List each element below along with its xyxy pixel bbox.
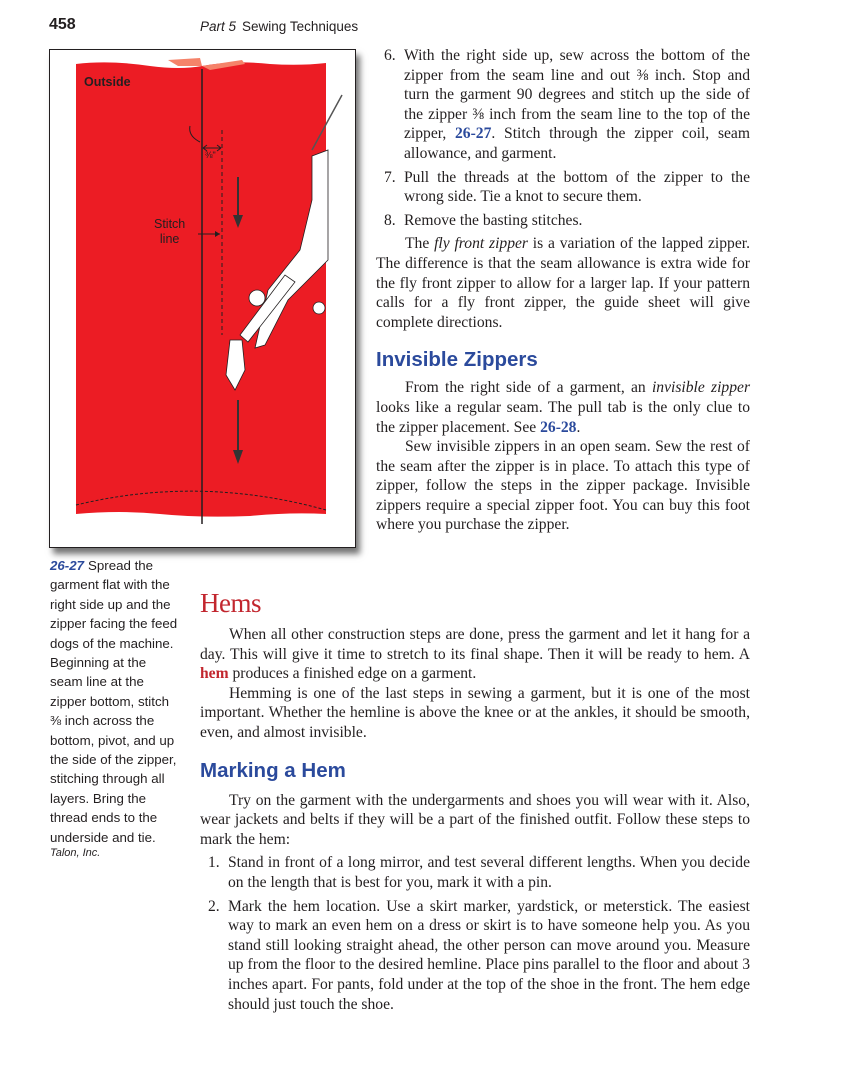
page-number: 458 — [49, 16, 76, 33]
figure-reference-link[interactable]: 26-28 — [540, 418, 577, 436]
part-label: Part 5 — [200, 19, 237, 34]
caption-text: Spread the garment flat with the right side up and the zipper facing the feed dogs of the machine. Beginning at the seam line at the zipper bottom, stitch ⅜ inch across the bottom, pivot, and up the side of the zipper, stitching through all layers. Bring the thread ends to the underside and tie. — [50, 558, 178, 845]
heading-marking-a-hem: Marking a Hem — [200, 758, 346, 782]
invisible-paragraph-2: Sew invisible zippers in an open seam. Sew the rest of the seam after the zipper is in place. To attach this type of zipper, follow the steps in the zipper package. Invisible zippers require a special zipper foot. You can buy this foot where you purchase the zipper. — [376, 438, 750, 534]
list-item — [376, 211, 750, 231]
step-text: Remove the basting stitches. — [404, 211, 583, 229]
zipper-stitching-illustration — [50, 50, 355, 547]
step-text-cont: . Stitch through the zipper coil, seam allowance, and garment. — [404, 125, 750, 162]
step-number: 1. — [208, 854, 220, 872]
figure-credit: Talon, Inc. — [50, 847, 101, 860]
stitch-line-label — [154, 217, 185, 247]
text: . — [576, 418, 581, 436]
list-item — [200, 853, 750, 892]
marking-intro: Try on the garment with the undergarments and shoes you will wear with it. Also, wear jackets and belts if they will be a part of the finished outfit. Follow these steps to mark the hem: — [200, 791, 750, 848]
figure-reference-link[interactable]: 26-27 — [454, 125, 492, 143]
text: From the right side of a garment, an — [405, 379, 652, 397]
step-number: 8. — [384, 211, 396, 229]
heading-invisible-zippers: Invisible Zippers — [376, 348, 538, 372]
list-item — [200, 897, 750, 1015]
text: The — [405, 235, 435, 253]
text: looks like a regular seam. The pull tab is the only clue to the zipper placement. See — [376, 398, 750, 436]
stitch-label-line2: line — [159, 232, 180, 246]
heading-hems: Hems — [200, 588, 261, 618]
outside-label: Outside — [84, 75, 131, 89]
text: When all other construction steps are done, press the garment and let it hang for a day. This will give it time to stretch to its final shape. Then it will be ready to hem. A — [200, 626, 750, 663]
step-text: Pull the threads at the bottom of the zipper to the wrong side. Tie a knot to secure them. — [404, 168, 750, 206]
text: produces a finished edge on a garment. — [228, 665, 477, 683]
section-label: Sewing Techniques — [242, 19, 359, 34]
step-text: Stand in front of a long mirror, and test several different lengths. When you decide on the length that is best for you, mark it with a pin. — [228, 854, 750, 891]
figure-26-27 — [49, 49, 356, 548]
figure-number: 26-27 — [50, 558, 85, 573]
figure-caption — [50, 556, 180, 860]
stitch-label-line1: Stitch — [154, 217, 186, 231]
hems-paragraph-2: Hemming is one of the last steps in sewing a garment, but it is one of the most important. Whether the hemline is above the knee or at the ankles, it should be smooth, even, and almost invisible. — [200, 684, 750, 741]
text: is a variation of the lapped zipper. The difference is that the seam allowance is extra wide for the fly front zipper to allow for a larger lap. If your pattern calls for a fly front zipper, the guide sheet will give complete directions. — [376, 235, 750, 331]
bottom-column — [200, 588, 750, 1018]
fly-front-paragraph — [376, 234, 750, 332]
list-item — [376, 168, 750, 207]
list-item — [376, 46, 750, 164]
step-number: 6. — [384, 47, 396, 64]
measure-label: ⅜" — [205, 150, 216, 160]
term: fly front zipper — [434, 235, 528, 253]
step-number: 2. — [208, 897, 220, 915]
hems-paragraph-1 — [200, 625, 750, 684]
running-header — [200, 19, 358, 34]
step-text: Mark the hem location. Use a skirt marker, yardstick, or meterstick. The easiest way to mark an even hem on a dress or skirt is to have someone help you. As you stand still looking straight ahead, the other person can move around you. Measure up from the floor to the desired hemline. Place pins parallel to the floor and about 3 inches apart. For pants, fold under at the top of the shoe in the front. The hem edge should just touch the shoe. — [228, 897, 750, 1013]
term: invisible zipper — [651, 379, 751, 397]
step-number: 7. — [384, 168, 396, 186]
invisible-paragraph-1 — [376, 378, 750, 437]
term: hem — [200, 665, 229, 683]
right-column — [376, 46, 750, 535]
step-text: With the right side up, sew across the bottom of the zipper from the seam line and out ⅜ inch. Stop and turn the garment 90 degrees and stitch up the side of the zipper ⅜ inch from the seam line to the top of the zipper, — [404, 47, 750, 143]
